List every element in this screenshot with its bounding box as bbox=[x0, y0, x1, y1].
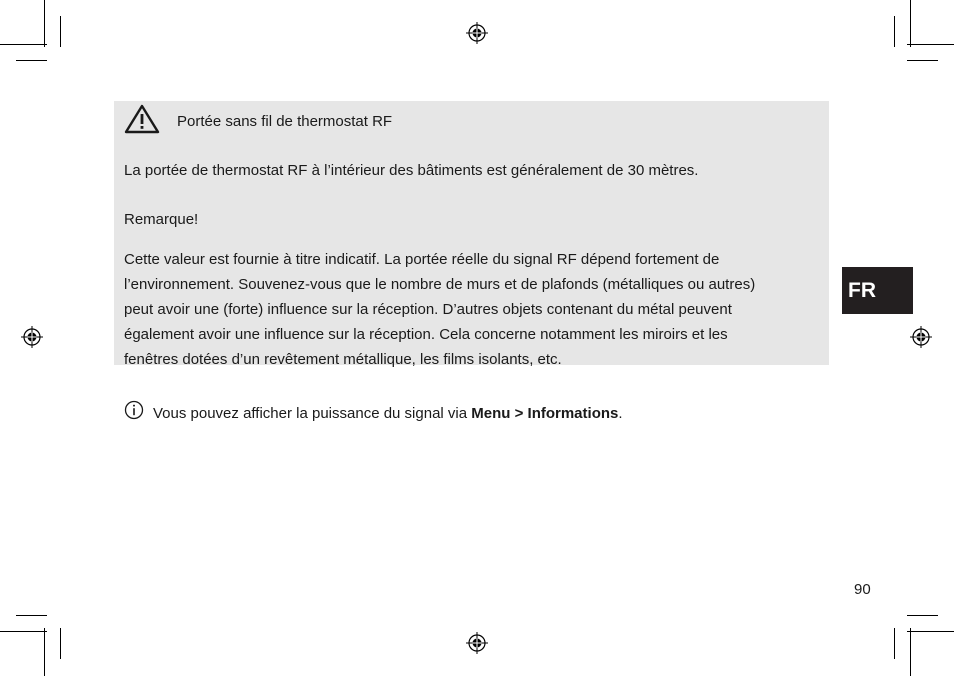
crop-mark bbox=[16, 615, 47, 616]
crop-mark bbox=[907, 615, 938, 616]
warning-triangle-icon bbox=[124, 104, 160, 134]
range-text: La portée de thermostat RF à l’intérieur des bâtiments est généralement de 30 mètres. bbox=[124, 162, 699, 179]
crop-mark bbox=[894, 628, 895, 659]
registration-mark-icon bbox=[910, 326, 932, 348]
registration-mark-icon bbox=[21, 326, 43, 348]
note-heading: Remarque! bbox=[124, 211, 199, 228]
crop-mark bbox=[60, 628, 61, 659]
info-icon bbox=[124, 400, 144, 420]
registration-mark-icon bbox=[466, 632, 488, 654]
note-line: peut avoir une (forte) influence sur la réception. D’autres objets contenant du métal peuvent bbox=[124, 301, 732, 318]
language-label: FR bbox=[848, 278, 876, 302]
info-suffix: . bbox=[618, 405, 623, 422]
crop-mark bbox=[894, 16, 895, 47]
page-number: 90 bbox=[854, 581, 871, 598]
crop-mark bbox=[910, 628, 911, 676]
crop-mark bbox=[44, 628, 45, 676]
note-line: fenêtres dotées d’un revêtement métallique, les films isolants, etc. bbox=[124, 351, 562, 368]
info-prefix: Vous pouvez afficher la puissance du signal via bbox=[153, 405, 472, 422]
info-text bbox=[153, 405, 623, 422]
language-tab bbox=[842, 267, 913, 314]
crop-mark bbox=[907, 44, 954, 45]
note-line: également avoir une influence sur la réception. Cela concerne notamment les miroirs et les bbox=[124, 326, 728, 343]
registration-mark-icon bbox=[466, 22, 488, 44]
crop-mark bbox=[907, 631, 954, 632]
warning-title: Portée sans fil de thermostat RF bbox=[177, 113, 393, 130]
menu-path: Menu > Informations bbox=[471, 405, 619, 422]
note-line: l’environnement. Souvenez-vous que le nombre de murs et de plafonds (métalliques ou autres) bbox=[124, 276, 756, 293]
note-body bbox=[124, 247, 755, 372]
crop-mark bbox=[907, 60, 938, 61]
crop-mark bbox=[16, 60, 47, 61]
crop-mark bbox=[910, 0, 911, 47]
crop-mark bbox=[44, 0, 45, 47]
crop-mark bbox=[0, 631, 47, 632]
crop-mark bbox=[0, 44, 47, 45]
note-line: Cette valeur est fournie à titre indicatif. La portée réelle du signal RF dépend fortement de bbox=[124, 251, 720, 268]
crop-mark bbox=[60, 16, 61, 47]
